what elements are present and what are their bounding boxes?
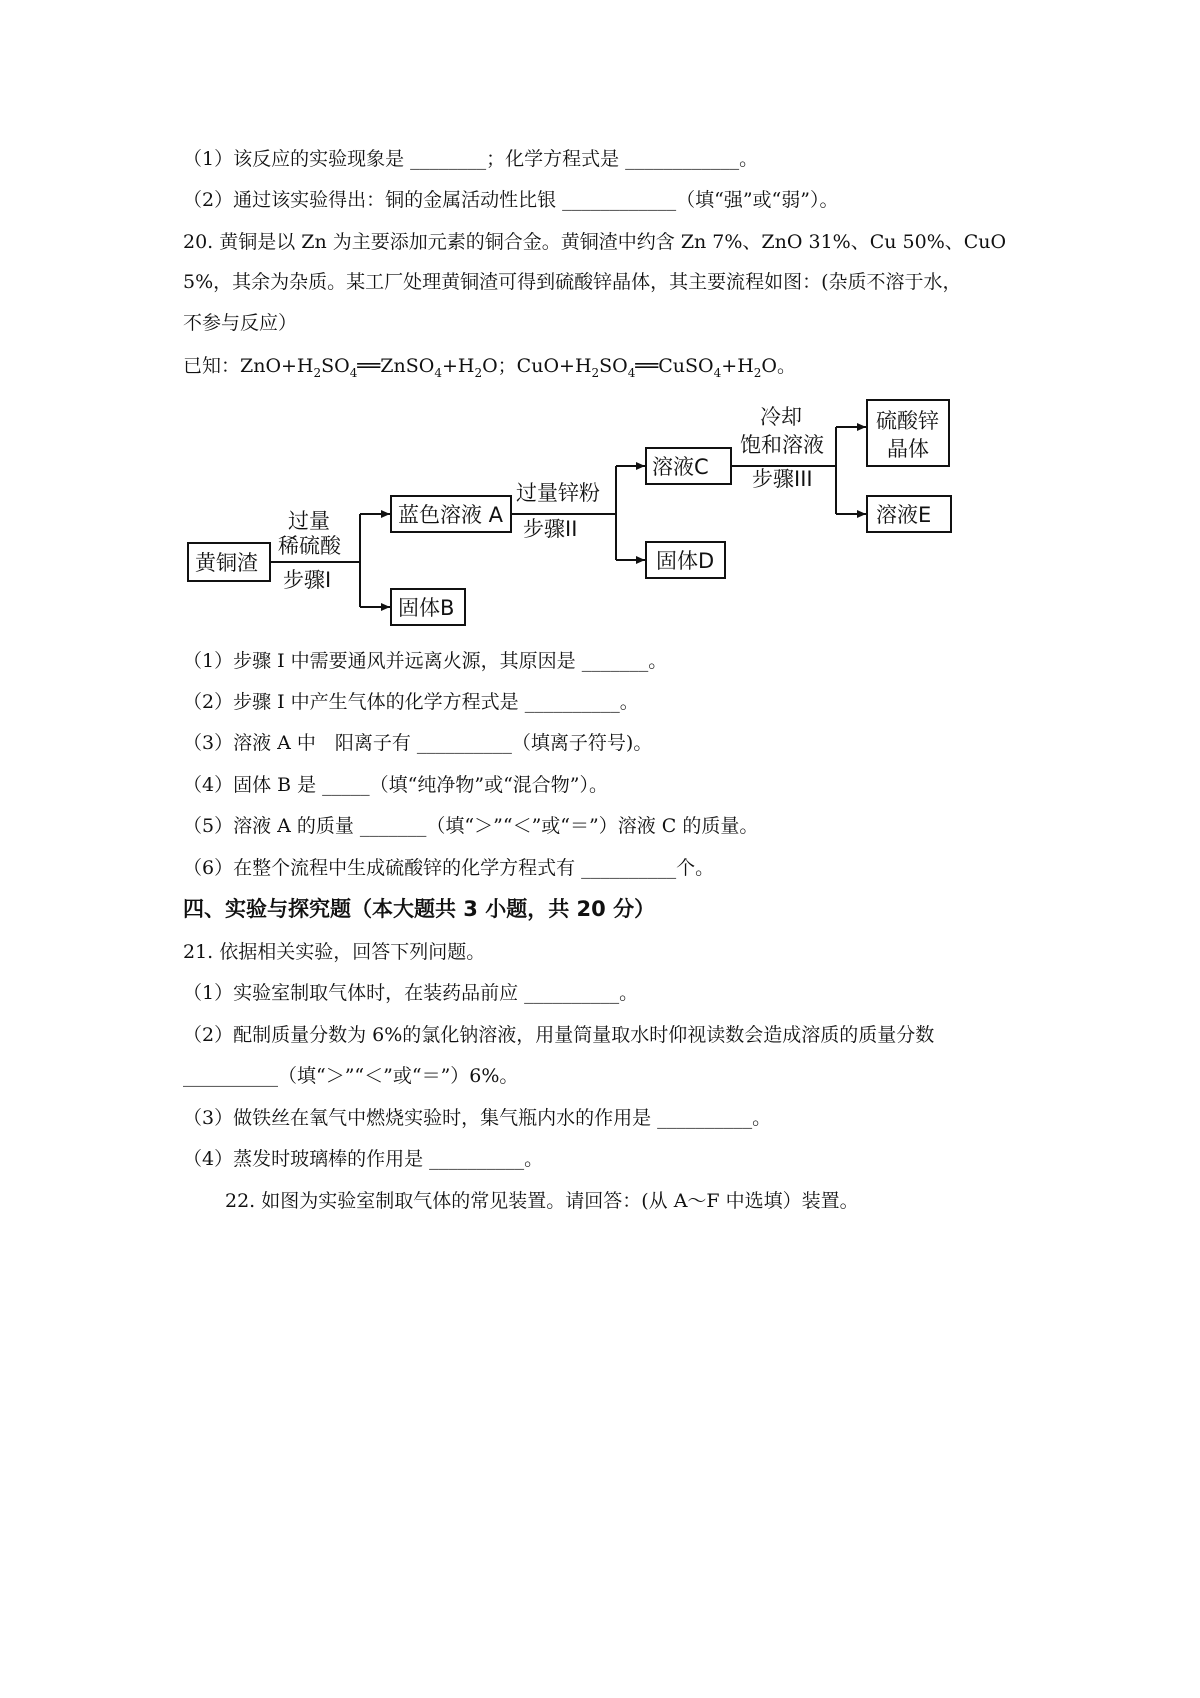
question-20-stem-line-2: 5%，其余为杂质。某工厂处理黄铜渣可得到硫酸锌晶体，其主要流程如图：(杂质不溶于水， xyxy=(183,271,962,293)
step1-reagent-line2: 稀硫酸 xyxy=(278,534,341,558)
question-21-part-3: （3）做铁丝在氧气中燃烧实验时，集气瓶内水的作用是 __________。 xyxy=(183,1107,772,1129)
blue-solution-a-label: 蓝色溶液 A xyxy=(398,503,504,527)
question-20-part-3: （3）溶液 A 中 阳离子有 __________（填离子符号)。 xyxy=(183,732,653,754)
question-19-part-1: （1）该反应的实验现象是 ________；化学方程式是 ____________。 xyxy=(183,148,759,170)
question-20-part-6: （6）在整个流程中生成硫酸锌的化学方程式有 __________个。 xyxy=(183,857,715,879)
question-20-part-1: （1）步骤 I 中需要通风并远离火源，其原因是 _______。 xyxy=(183,650,668,672)
question-21-part-2-line-1: （2）配制质量分数为 6%的氯化钠溶液，用量筒量取水时仰视读数会造成溶质的质量分数 xyxy=(183,1024,935,1046)
question-21-part-2-line-2: __________（填“＞”“＜”或“＝”）6%。 xyxy=(183,1065,519,1087)
question-20-part-5: （5）溶液 A 的质量 _______（填“＞”“＜”或“＝”）溶液 C 的质量。 xyxy=(183,815,759,837)
zinc-sulfate-crystal-line1: 硫酸锌 xyxy=(876,409,939,433)
question-21-stem: 21. 依据相关实验，回答下列问题。 xyxy=(183,941,486,963)
solution-c-label: 溶液C xyxy=(652,455,709,479)
question-20-part-4: （4）固体 B 是 _____（填“纯净物”或“混合物”）。 xyxy=(183,774,609,796)
zinc-sulfate-crystal-line2: 晶体 xyxy=(887,437,929,461)
section-4-heading: 四、实验与探究题（本大题共 3 小题，共 20 分） xyxy=(183,897,656,921)
known-equations: 已知：$ZnO+H_2SO_4══ZnSO_4+H_2O$；$CuO+H_2SO_4══CuSO_4+H_2O$。 xyxy=(183,355,796,380)
step1-label: 步骤I xyxy=(283,568,332,592)
question-21-part-1: （1）实验室制取气体时，在装药品前应 __________。 xyxy=(183,982,639,1004)
question-20-part-2: （2）步骤 I 中产生气体的化学方程式是 __________。 xyxy=(183,691,639,713)
question-22-stem: 22. 如图为实验室制取气体的常见装置。请回答：(从 A～F 中选填）装置。 xyxy=(225,1190,859,1212)
step3-label: 步骤III xyxy=(752,467,813,491)
solid-b-label: 固体B xyxy=(398,596,455,620)
question-19-part-2: （2）通过该实验得出：铜的金属活动性比银 ____________（填“强”或“弱”）。 xyxy=(183,189,839,211)
question-21-part-4: （4）蒸发时玻璃棒的作用是 __________。 xyxy=(183,1148,544,1170)
question-20-stem-line-1: 20. 黄铜是以 Zn 为主要添加元素的铜合金。黄铜渣中约含 Zn 7%、ZnO 31%、Cu 50%、CuO xyxy=(183,231,1007,253)
step1-reagent-line1: 过量 xyxy=(288,509,330,533)
step3-condition-line1: 冷却 xyxy=(760,405,802,429)
step2-label: 步骤II xyxy=(523,517,578,541)
step2-reagent: 过量锌粉 xyxy=(516,481,600,505)
brass-slag-label: 黄铜渣 xyxy=(195,551,258,575)
solid-d-label: 固体D xyxy=(656,549,715,573)
solution-e-label: 溶液E xyxy=(876,503,932,527)
step3-condition-line2: 饱和溶液 xyxy=(740,433,824,457)
question-20-stem-line-3: 不参与反应） xyxy=(183,312,298,334)
process-flow-diagram xyxy=(0,390,1200,640)
